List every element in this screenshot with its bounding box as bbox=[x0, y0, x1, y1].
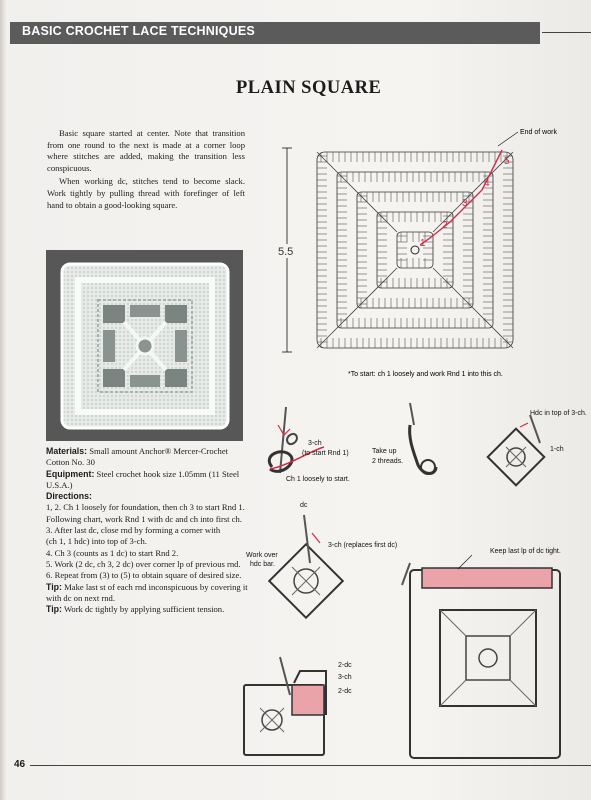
page-number: 46 bbox=[14, 759, 26, 770]
tip-label: Tip: bbox=[46, 581, 62, 592]
step-diagram-5 bbox=[244, 657, 352, 755]
end-of-work-pointer bbox=[498, 132, 518, 146]
step-label-1ch: 1-ch bbox=[550, 446, 564, 453]
round-number: 4 bbox=[484, 178, 490, 189]
footer-rule bbox=[30, 765, 591, 766]
chart-center-ring bbox=[411, 246, 419, 254]
step-diagram-4 bbox=[246, 502, 397, 618]
end-of-work-label: End of work bbox=[520, 129, 557, 136]
step-diagram-6 bbox=[402, 548, 561, 758]
step-diagram-3 bbox=[488, 410, 587, 485]
tip-label: Tip: bbox=[46, 604, 62, 615]
round-transition-path bbox=[420, 150, 502, 245]
step-label-3ch-corner: 3-ch bbox=[338, 674, 352, 681]
crochet-chart bbox=[270, 120, 570, 385]
step-label-hdc-top: Hdc in top of 3-ch. bbox=[530, 410, 587, 417]
step-label-2dc: 2-dc bbox=[338, 662, 352, 669]
header-rule bbox=[542, 32, 591, 33]
dimension-label: 5.5 bbox=[278, 246, 294, 258]
direction-step: 6. Repeat from (3) to (5) to obtain square of desired size. bbox=[46, 570, 242, 581]
chart-start-note: *To start: ch 1 loosely and work Rnd 1 into this ch. bbox=[348, 371, 503, 378]
step-label-work-over: Work over bbox=[246, 552, 278, 559]
directions-label: Directions: bbox=[46, 491, 92, 502]
step-label-3ch: 3-ch bbox=[308, 440, 322, 447]
round-number: 2 bbox=[442, 220, 448, 231]
direction-step: Following chart, work Rnd 1 with dc and ch into first ch. bbox=[46, 513, 242, 524]
crochet-square-image bbox=[46, 250, 243, 441]
materials-line bbox=[46, 446, 248, 469]
intro-text bbox=[47, 128, 245, 213]
step-label-take-up: Take up bbox=[372, 448, 397, 455]
materials-text: Small amount Anchor® Mercer-Crochet Cotton No. 30 bbox=[46, 446, 229, 468]
step-label-3ch-replaces: 3-ch (replaces first dc) bbox=[328, 542, 398, 549]
direction-step: 1, 2. Ch 1 loosely for foundation, then ch 3 to start Rnd 1. bbox=[46, 502, 245, 513]
intro-paragraph-1: Basic square started at center. Note that transition from one round to the next is made at a corner loop where stitches are added, making the transition less conspicuous. bbox=[47, 128, 245, 173]
tip-text: Work dc tightly by applying sufficient tension. bbox=[63, 604, 225, 615]
step-label-keep-last: Keep last lp of dc tight. bbox=[490, 548, 561, 555]
direction-step: 3. After last dc, close rnd by forming a corner with bbox=[46, 525, 221, 536]
direction-step: 4. Ch 3 (counts as 1 dc) to start Rnd 2. bbox=[46, 547, 179, 558]
equipment-line bbox=[46, 469, 248, 492]
round-number: 3 bbox=[462, 198, 468, 209]
page-title: PLAIN SQUARE bbox=[236, 78, 382, 98]
step-diagrams bbox=[240, 395, 591, 770]
step-label-3ch-sub: (to start Rnd 1) bbox=[302, 450, 349, 457]
section-header-title: BASIC CROCHET LACE TECHNIQUES bbox=[22, 24, 255, 38]
step-label-two-threads: 2 threads. bbox=[372, 458, 404, 465]
equipment-text: Steel crochet hook size 1.05mm (11 Steel U.S.A.) bbox=[46, 468, 240, 490]
direction-step: 5. Work (2 dc, ch 3, 2 dc) over corner lp of previous rnd. bbox=[46, 558, 241, 569]
tip-line bbox=[46, 604, 248, 615]
crochet-square-photo bbox=[46, 250, 243, 441]
step-label-2dc-second: 2-dc bbox=[338, 688, 352, 695]
step-diagram-1 bbox=[269, 407, 350, 483]
materials-label: Materials: bbox=[46, 446, 88, 456]
step-label-ch1-loosely: Ch 1 loosely to start. bbox=[286, 476, 350, 483]
tip-line bbox=[46, 582, 248, 605]
step-diagram-2 bbox=[372, 403, 436, 474]
step-label-hdc-bar: hdc bar. bbox=[250, 561, 275, 568]
round-number: 1 bbox=[420, 238, 426, 249]
directions-heading bbox=[46, 491, 248, 502]
step-label-dc: dc bbox=[300, 502, 308, 509]
materials-and-directions bbox=[46, 446, 248, 615]
page-spine-shadow bbox=[0, 0, 6, 800]
direction-step: (ch 1, 1 hdc) into top of 3-ch. bbox=[46, 536, 147, 547]
intro-paragraph-2: When working dc, stitches tend to become slack. Work tightly by pulling thread with forefinger of left hand to obtain a good-looking square. bbox=[47, 176, 245, 210]
round-number: 5 bbox=[504, 156, 510, 167]
chart-round-outline bbox=[397, 232, 433, 268]
tip-text: Make last st of each rnd inconspicuous by covering it with dc on next rnd. bbox=[46, 581, 248, 603]
equipment-label: Equipment: bbox=[46, 468, 95, 479]
